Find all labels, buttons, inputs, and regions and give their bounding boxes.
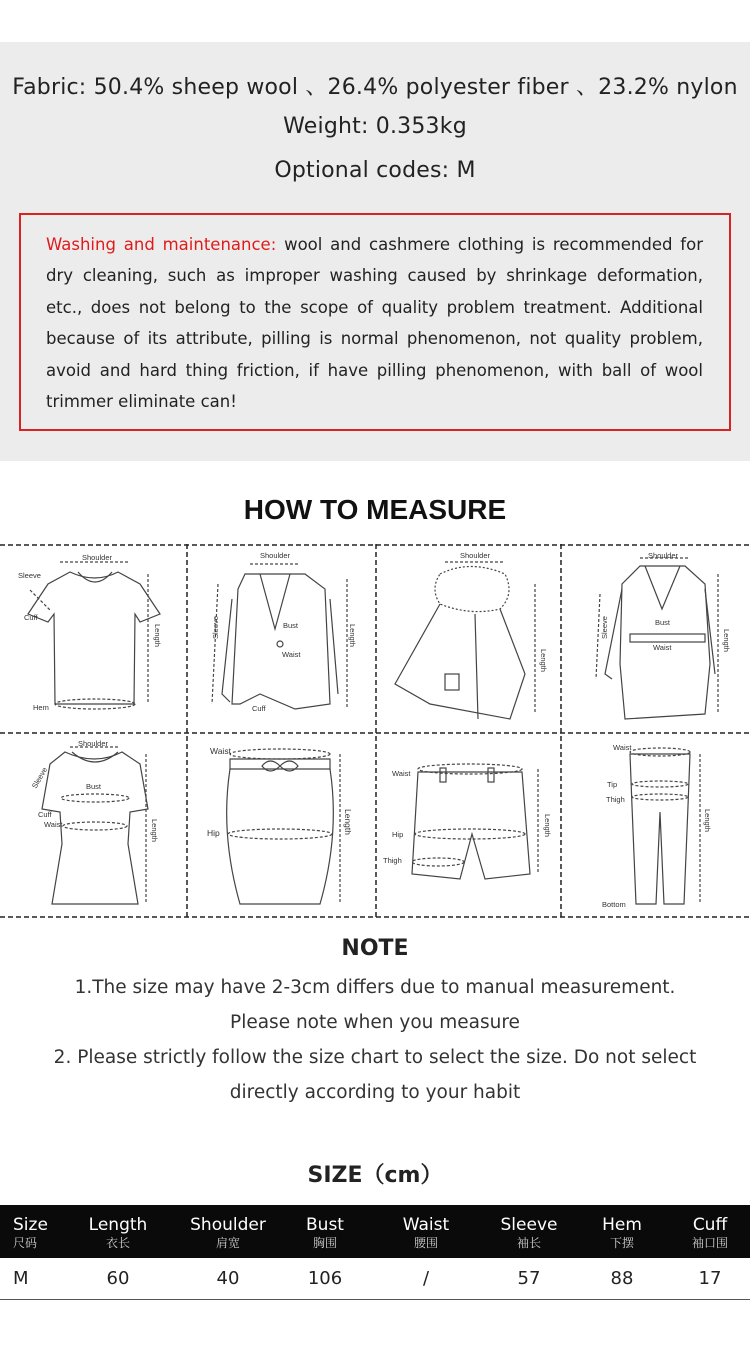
svg-text:Length: Length xyxy=(703,809,712,832)
skirt-diagram xyxy=(227,749,340,904)
label-shoulder: Shoulder xyxy=(82,553,113,562)
svg-text:Shoulder: Shoulder xyxy=(78,739,109,748)
svg-text:Bust: Bust xyxy=(655,618,671,627)
header-cuff: Cuff 袖口围 xyxy=(670,1205,750,1258)
trench-coat-diagram xyxy=(596,558,718,719)
measure-diagram-grid xyxy=(0,544,750,918)
svg-text:Waist: Waist xyxy=(44,820,63,829)
svg-text:Thigh: Thigh xyxy=(606,795,625,804)
note-line-1: 1.The size may have 2-3cm differs due to manual measurement. xyxy=(74,977,676,998)
header-hem: Hem 下摆 xyxy=(574,1205,670,1258)
note-title: NOTE xyxy=(341,936,409,961)
label-length: Length xyxy=(153,624,162,647)
cell-hem: 88 xyxy=(574,1258,670,1299)
fabric-spec: Fabric: 50.4% sheep wool 、26.4% polyester fiber 、23.2% nylon xyxy=(12,75,738,100)
spec-panel xyxy=(0,42,750,461)
how-to-measure-title: HOW TO MEASURE xyxy=(243,494,507,525)
size-codes-spec: Optional codes: M xyxy=(274,158,476,183)
svg-text:Sleeve: Sleeve xyxy=(211,616,220,639)
cell-size: M xyxy=(0,1258,62,1299)
care-title: Washing and maintenance: xyxy=(46,235,277,254)
svg-text:Bust: Bust xyxy=(86,782,102,791)
size-chart-header-row xyxy=(0,1205,750,1258)
svg-text:Tip: Tip xyxy=(607,780,618,789)
svg-text:Waist: Waist xyxy=(653,643,672,652)
measure-diagram-svg xyxy=(0,544,750,918)
cell-sleeve: 57 xyxy=(484,1258,574,1299)
tshirt-diagram xyxy=(28,562,160,709)
note-line-3: 2. Please strictly follow the size chart to select the size. Do not select xyxy=(53,1047,697,1068)
svg-text:Thigh: Thigh xyxy=(383,856,402,865)
svg-text:Length: Length xyxy=(150,819,159,842)
svg-text:Hip: Hip xyxy=(392,830,404,839)
header-waist: Waist 腰围 xyxy=(368,1205,484,1258)
svg-text:Sleeve: Sleeve xyxy=(29,765,50,790)
cell-bust: 106 xyxy=(282,1258,368,1299)
cape-diagram xyxy=(395,562,535,719)
care-instructions-box xyxy=(19,213,731,431)
header-length: Length 衣长 xyxy=(62,1205,174,1258)
svg-text:Bust: Bust xyxy=(283,621,299,630)
size-chart-title: SIZE（cm） xyxy=(307,1163,443,1188)
header-sleeve: Sleeve 袖长 xyxy=(484,1205,574,1258)
shorts-diagram xyxy=(412,764,538,879)
svg-text:Cuff: Cuff xyxy=(38,810,52,819)
svg-text:Shoulder: Shoulder xyxy=(648,551,679,560)
cell-length: 60 xyxy=(62,1258,174,1299)
cell-waist: / xyxy=(368,1258,484,1299)
header-size: Size 尺码 xyxy=(0,1205,62,1258)
svg-text:Waist: Waist xyxy=(282,650,301,659)
svg-text:Bottom: Bottom xyxy=(602,900,626,909)
cell-shoulder: 40 xyxy=(174,1258,282,1299)
svg-text:Waist: Waist xyxy=(613,743,632,752)
svg-text:Sleeve: Sleeve xyxy=(600,616,609,639)
svg-text:Shoulder: Shoulder xyxy=(260,551,291,560)
label-sleeve: Sleeve xyxy=(18,571,41,580)
note-line-4: directly according to your habit xyxy=(229,1082,521,1103)
svg-text:Shoulder: Shoulder xyxy=(460,551,491,560)
svg-text:Waist: Waist xyxy=(392,769,411,778)
svg-text:Length: Length xyxy=(348,624,357,647)
label-hem: Hem xyxy=(33,703,49,712)
table-row xyxy=(0,1258,750,1299)
suit-jacket-diagram xyxy=(212,564,347,709)
trousers-diagram xyxy=(630,748,700,904)
svg-text:Cuff: Cuff xyxy=(252,704,266,713)
svg-text:Length: Length xyxy=(539,649,548,672)
header-bust: Bust 胸围 xyxy=(282,1205,368,1258)
note-line-2: Please note when you measure xyxy=(230,1012,520,1033)
svg-text:Length: Length xyxy=(343,809,353,835)
svg-text:Waist: Waist xyxy=(210,746,231,756)
weight-spec: Weight: 0.353kg xyxy=(283,114,467,139)
label-cuff: Cuff xyxy=(24,613,38,622)
svg-text:Length: Length xyxy=(543,814,552,837)
svg-text:Length: Length xyxy=(722,629,731,652)
size-chart-table xyxy=(0,1205,750,1300)
header-shoulder: Shoulder 肩宽 xyxy=(174,1205,282,1258)
care-text: wool and cashmere clothing is recommended for dry cleaning, such as improper washing caused by shrinkage deformation, etc., does not belong to the scope of quality problem treatment. Additional because of its attribute, pilling is normal phenomenon, not quality problem, avoid and hard thing friction, if have pilling phenomenon, with ball of wool trimmer eliminate can! xyxy=(46,235,703,412)
cell-cuff: 17 xyxy=(670,1258,750,1299)
svg-text:Hip: Hip xyxy=(207,828,220,838)
